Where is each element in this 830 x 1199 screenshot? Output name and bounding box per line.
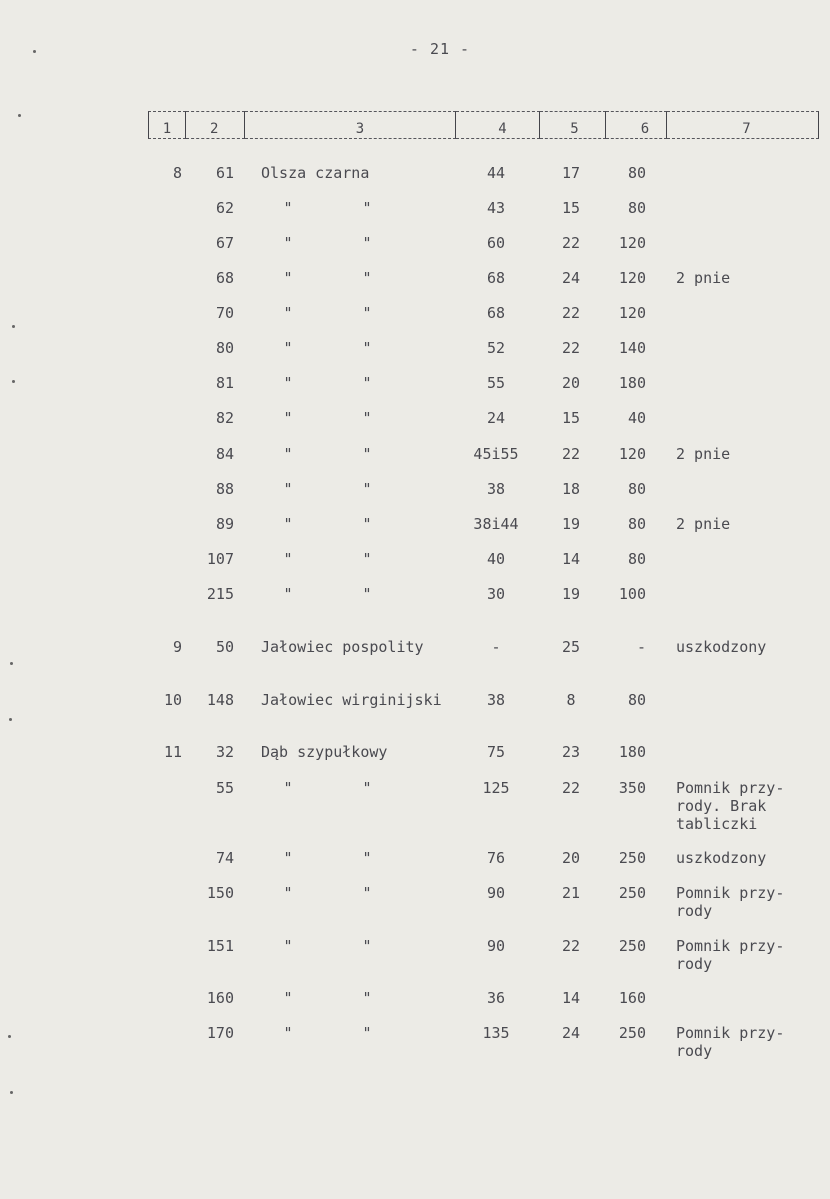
header-col-2: 2 (186, 111, 245, 139)
col-5-value: 20 (561, 374, 581, 392)
group-number: 8 (172, 164, 182, 182)
col-4-value: 90 (486, 937, 506, 955)
col-4-value: 55 (486, 374, 506, 392)
tree-number: 215 (206, 585, 234, 603)
col-4-value: 40 (486, 550, 506, 568)
remarks (676, 849, 826, 867)
tree-number: 89 (215, 515, 234, 533)
ditto-mark: " (283, 374, 293, 392)
ditto-mark: " (362, 234, 372, 252)
col-4-value: 43 (486, 199, 506, 217)
col-6-value: 250 (618, 884, 646, 902)
tree-number: 80 (215, 339, 234, 357)
col-4-value: 24 (486, 409, 506, 427)
ditto-mark: " (362, 269, 372, 287)
col-5-value: 23 (561, 743, 581, 761)
tree-number: 82 (215, 409, 234, 427)
ditto-mark: " (362, 989, 372, 1007)
remarks-line: Pomnik przy- (676, 937, 785, 955)
ditto-mark: " (362, 779, 372, 797)
col-5-value: 22 (561, 445, 581, 463)
ditto-mark: " (283, 989, 293, 1007)
header-col-1: 1 (148, 111, 186, 139)
col-4-value: 30 (486, 585, 506, 603)
col-5-value: 14 (561, 550, 581, 568)
ditto-mark: " (362, 339, 372, 357)
col-6-value: 80 (627, 480, 646, 498)
col-5-value: 8 (566, 691, 576, 709)
ditto-mark: " (362, 1024, 372, 1042)
scan-speck (33, 50, 36, 53)
col-5-value: 24 (561, 269, 581, 287)
table-header (148, 111, 819, 142)
col-4-value: 135 (482, 1024, 510, 1042)
remarks-line: 2 pnie (676, 515, 731, 533)
tree-number: 62 (215, 199, 234, 217)
col-5-value: 14 (561, 989, 581, 1007)
remarks-line: Pomnik przy- (676, 884, 785, 902)
remarks-line: uszkodzony (676, 849, 767, 867)
ditto-mark: " (283, 234, 293, 252)
tree-number: 67 (215, 234, 234, 252)
col-5-value: 22 (561, 339, 581, 357)
col-6-value: 80 (627, 515, 646, 533)
col-4-value: 75 (486, 743, 506, 761)
tree-number: 170 (206, 1024, 234, 1042)
tree-number: 150 (206, 884, 234, 902)
tree-number: 84 (215, 445, 234, 463)
col-5-value: 25 (561, 638, 581, 656)
ditto-mark: " (283, 199, 293, 217)
col-5-value: 22 (561, 779, 581, 797)
col-6-value: 80 (627, 550, 646, 568)
ditto-mark: " (362, 937, 372, 955)
col-6-value: 350 (618, 779, 646, 797)
col-4-value: 38i44 (473, 515, 519, 533)
page-number: - 21 - (409, 40, 471, 58)
col-6-value: 250 (618, 937, 646, 955)
scan-speck (12, 325, 15, 328)
col-5-value: 18 (561, 480, 581, 498)
col-6-value: 80 (627, 199, 646, 217)
scan-speck (9, 718, 12, 721)
col-5-value: 17 (561, 164, 581, 182)
col-6-value: 140 (618, 339, 646, 357)
col-6-value: 250 (618, 1024, 646, 1042)
col-6-value: 120 (618, 269, 646, 287)
ditto-mark: " (283, 550, 293, 568)
col-4-value: 52 (486, 339, 506, 357)
col-6-value: 160 (618, 989, 646, 1007)
remarks-line: uszkodzony (676, 638, 767, 656)
col-5-value: 22 (561, 937, 581, 955)
remarks (676, 515, 826, 533)
species-name: Dąb szypułkowy (261, 743, 388, 761)
ditto-mark: " (362, 199, 372, 217)
remarks-line: rody (676, 1042, 713, 1060)
col-4-value: 38 (486, 691, 506, 709)
ditto-mark: " (362, 515, 372, 533)
ditto-mark: " (283, 779, 293, 797)
col-6-value: - (636, 638, 646, 656)
header-col-3: 3 (245, 111, 456, 139)
remarks-line: 2 pnie (676, 445, 731, 463)
ditto-mark: " (362, 550, 372, 568)
col-4-value: 45i55 (473, 445, 519, 463)
ditto-mark: " (283, 515, 293, 533)
col-4-value: 68 (486, 304, 506, 322)
remarks-line: rody. Brak (676, 797, 767, 815)
remarks (676, 884, 826, 920)
col-6-value: 40 (627, 409, 646, 427)
col-6-value: 180 (618, 374, 646, 392)
ditto-mark: " (283, 269, 293, 287)
col-5-value: 24 (561, 1024, 581, 1042)
col-5-value: 19 (561, 585, 581, 603)
col-6-value: 120 (618, 304, 646, 322)
remarks-line: Pomnik przy- (676, 1024, 785, 1042)
ditto-mark: " (362, 409, 372, 427)
col-4-value: - (491, 638, 501, 656)
ditto-mark: " (283, 339, 293, 357)
scan-speck (18, 114, 21, 117)
tree-number: 160 (206, 989, 234, 1007)
ditto-mark: " (283, 445, 293, 463)
scan-speck (12, 380, 15, 383)
species-name: Olsza czarna (261, 164, 370, 182)
species-name: Jałowiec pospolity (261, 638, 424, 656)
col-5-value: 15 (561, 199, 581, 217)
remarks-line: Pomnik przy- (676, 779, 785, 797)
header-col-7: 7 (667, 111, 819, 139)
col-4-value: 68 (486, 269, 506, 287)
col-6-value: 120 (618, 445, 646, 463)
group-number: 11 (163, 743, 182, 761)
group-number: 9 (172, 638, 182, 656)
ditto-mark: " (362, 304, 372, 322)
col-5-value: 22 (561, 304, 581, 322)
header-col-6: 6 (606, 111, 667, 139)
scan-speck (10, 662, 13, 665)
ditto-mark: " (283, 1024, 293, 1042)
col-4-value: 36 (486, 989, 506, 1007)
group-number: 10 (163, 691, 182, 709)
ditto-mark: " (362, 849, 372, 867)
ditto-mark: " (362, 445, 372, 463)
col-6-value: 180 (618, 743, 646, 761)
tree-number: 50 (215, 638, 234, 656)
remarks-line: 2 pnie (676, 269, 731, 287)
remarks (676, 445, 826, 463)
tree-number: 61 (215, 164, 234, 182)
col-5-value: 19 (561, 515, 581, 533)
col-6-value: 80 (627, 691, 646, 709)
ditto-mark: " (362, 374, 372, 392)
tree-number: 32 (215, 743, 234, 761)
ditto-mark: " (283, 937, 293, 955)
remarks (676, 779, 826, 833)
ditto-mark: " (362, 884, 372, 902)
ditto-mark: " (283, 304, 293, 322)
col-6-value: 120 (618, 234, 646, 252)
col-5-value: 20 (561, 849, 581, 867)
ditto-mark: " (362, 480, 372, 498)
remarks-line: tabliczki (676, 815, 758, 833)
col-5-value: 15 (561, 409, 581, 427)
col-6-value: 250 (618, 849, 646, 867)
col-6-value: 100 (618, 585, 646, 603)
col-4-value: 44 (486, 164, 506, 182)
header-col-5: 5 (540, 111, 606, 139)
tree-number: 151 (206, 937, 234, 955)
col-4-value: 90 (486, 884, 506, 902)
ditto-mark: " (283, 884, 293, 902)
col-4-value: 76 (486, 849, 506, 867)
ditto-mark: " (283, 409, 293, 427)
header-col-4: 4 (456, 111, 540, 139)
tree-number: 55 (215, 779, 234, 797)
ditto-mark: " (283, 480, 293, 498)
tree-number: 107 (206, 550, 234, 568)
tree-number: 148 (206, 691, 234, 709)
col-4-value: 125 (482, 779, 510, 797)
col-5-value: 22 (561, 234, 581, 252)
remarks (676, 638, 826, 656)
remarks (676, 1024, 826, 1060)
scan-speck (10, 1091, 13, 1094)
tree-number: 74 (215, 849, 234, 867)
species-name: Jałowiec wirginijski (261, 691, 442, 709)
col-5-value: 21 (561, 884, 581, 902)
tree-number: 81 (215, 374, 234, 392)
remarks-line: rody (676, 902, 713, 920)
ditto-mark: " (283, 849, 293, 867)
col-4-value: 60 (486, 234, 506, 252)
remarks (676, 269, 826, 287)
tree-number: 68 (215, 269, 234, 287)
col-4-value: 38 (486, 480, 506, 498)
remarks-line: rody (676, 955, 713, 973)
tree-number: 88 (215, 480, 234, 498)
scan-speck (8, 1035, 11, 1038)
tree-number: 70 (215, 304, 234, 322)
remarks (676, 937, 826, 973)
ditto-mark: " (362, 585, 372, 603)
ditto-mark: " (283, 585, 293, 603)
col-6-value: 80 (627, 164, 646, 182)
